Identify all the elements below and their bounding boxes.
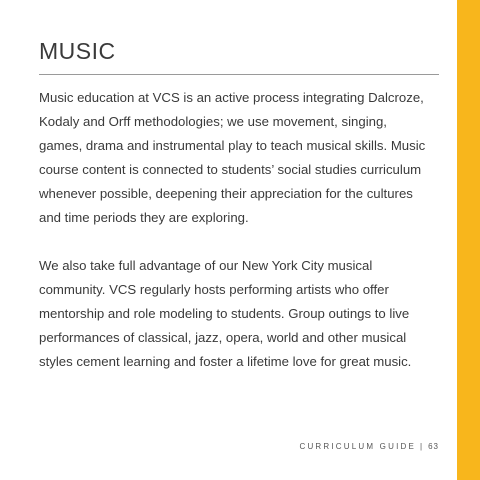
title-divider xyxy=(39,74,439,75)
text-line: Music education at VCS is an active process integrating Dalcroze, xyxy=(39,90,424,105)
text-line: Kodaly and Orff methodologies; we use movement, singing, xyxy=(39,114,387,129)
footer-separator: | xyxy=(420,442,423,451)
paragraph-2 xyxy=(39,254,449,374)
text-line: mentorship and role modeling to students. Group outings to live xyxy=(39,306,410,321)
text-line: and time periods they are exploring. xyxy=(39,210,249,225)
text-line: performances of classical, jazz, opera, world and other musical xyxy=(39,330,407,345)
text-line: games, drama and instrumental play to teach musical skills. Music xyxy=(39,138,426,153)
page-number: 63 xyxy=(428,442,439,451)
text-line: We also take full advantage of our New York City musical xyxy=(39,258,373,273)
footer-guide-label: CURRICULUM GUIDE xyxy=(299,442,417,451)
text-line: course content is connected to students’ social studies curriculum xyxy=(39,162,422,177)
page-title: MUSIC xyxy=(39,38,116,64)
text-line: styles cement learning and foster a lifetime love for great music. xyxy=(39,354,412,369)
text-line: community. VCS regularly hosts performing artists who offer xyxy=(39,282,389,297)
paragraph-1 xyxy=(39,86,449,230)
page-footer xyxy=(299,442,439,451)
text-line: whenever possible, deepening their appreciation for the cultures xyxy=(39,186,413,201)
body-text xyxy=(39,86,449,398)
accent-side-bar xyxy=(457,0,480,480)
